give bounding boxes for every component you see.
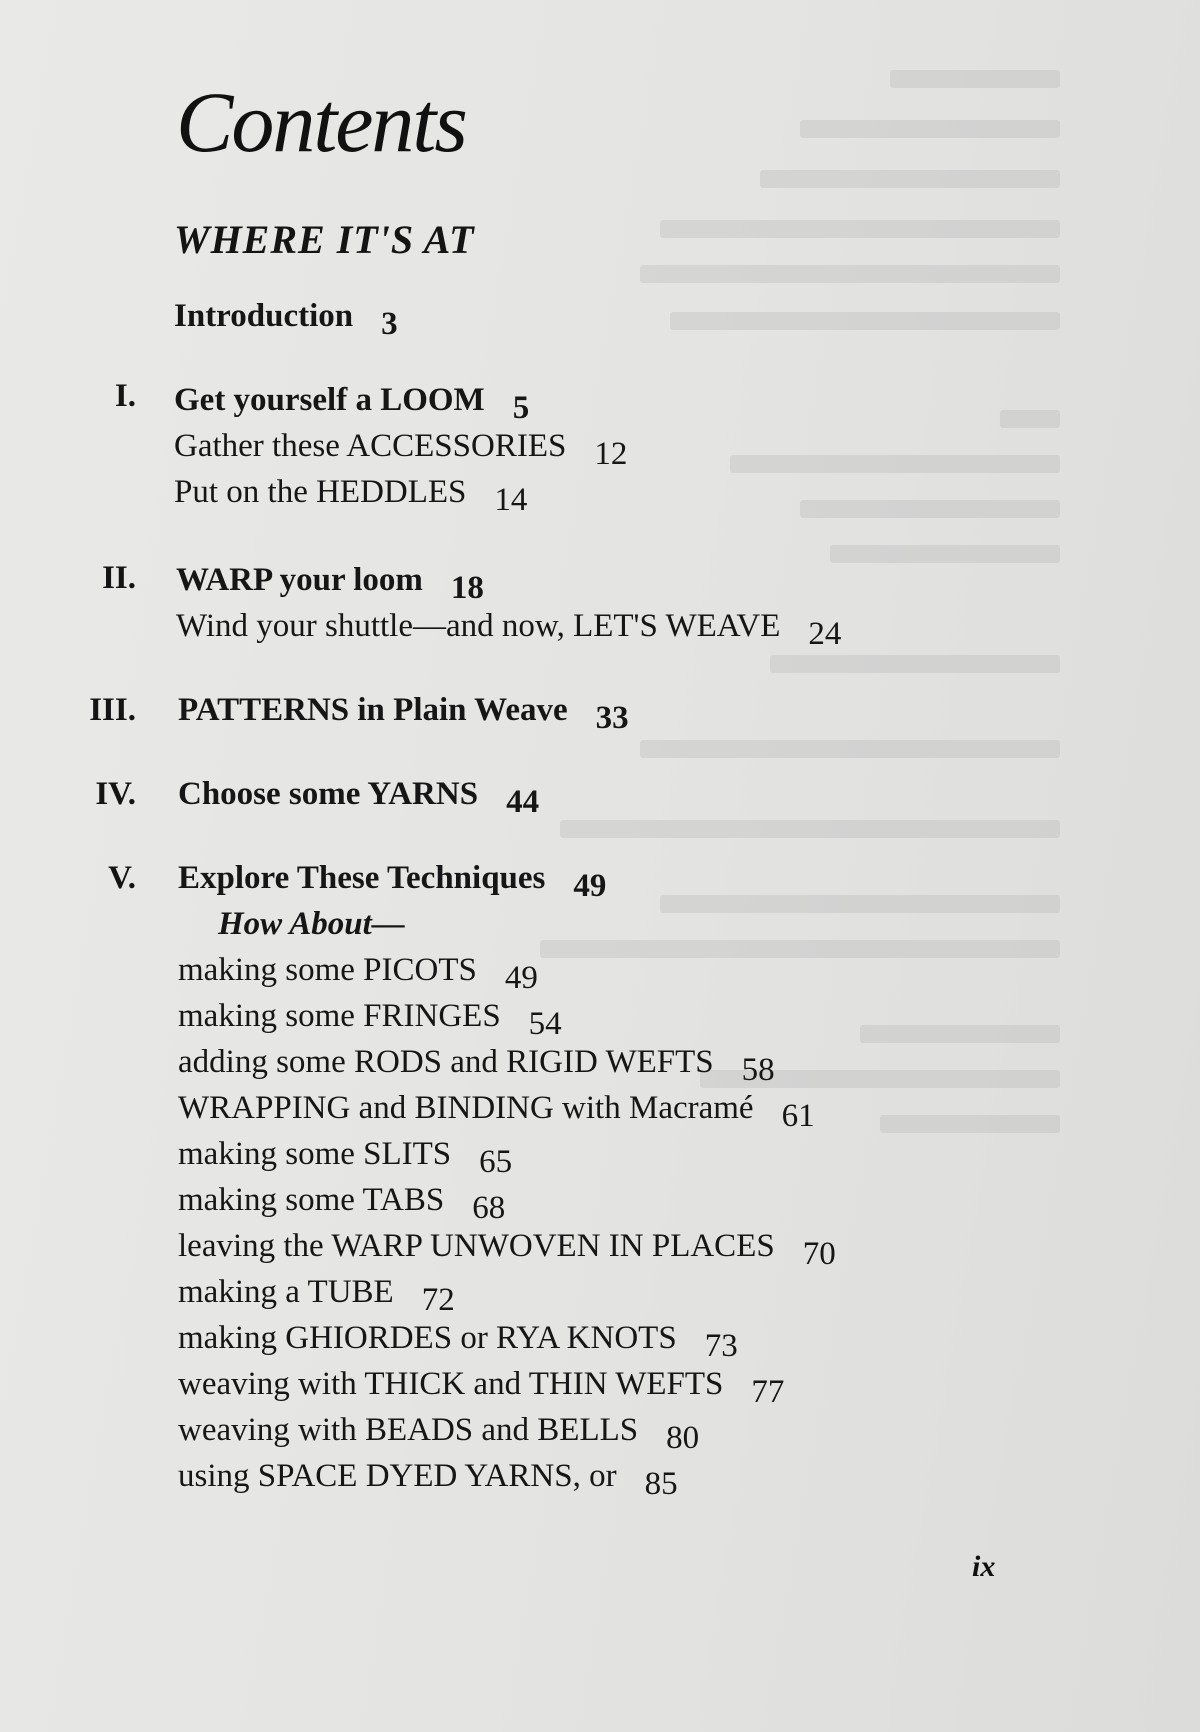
entry-label: leaving the WARP UNWOVEN IN PLACES: [178, 1228, 775, 1264]
entry-label: PATTERNS in Plain Weave: [178, 692, 568, 728]
page-number: 58: [741, 1052, 775, 1088]
page-number: 77: [751, 1374, 785, 1410]
page-number: 61: [781, 1098, 815, 1134]
chapter-numeral: IV.: [95, 776, 136, 812]
entry-label: using SPACE DYED YARNS, or: [178, 1458, 617, 1494]
toc-entry[interactable]: [178, 692, 629, 736]
toc-entry[interactable]: [178, 1182, 506, 1226]
page-number: 85: [644, 1466, 678, 1502]
toc-entry[interactable]: [176, 562, 484, 606]
toc-entry[interactable]: [174, 474, 528, 518]
page-number: 65: [479, 1144, 513, 1180]
toc-entry[interactable]: [178, 860, 607, 904]
toc-entry[interactable]: [178, 1458, 678, 1502]
section-heading: WHERE IT'S AT: [174, 217, 475, 262]
entry-label: making GHIORDES or RYA KNOTS: [178, 1320, 677, 1356]
toc-entry[interactable]: [178, 1136, 513, 1180]
how-about-subheading: How About—: [218, 906, 405, 942]
entry-label: making some TABS: [178, 1182, 445, 1218]
toc-entry[interactable]: [178, 952, 538, 996]
entry-label: weaving with BEADS and BELLS: [178, 1412, 639, 1448]
entry-label: making some SLITS: [178, 1136, 452, 1172]
entry-label: making a TUBE: [178, 1274, 394, 1310]
page-number: 44: [506, 784, 540, 820]
page-number: 80: [666, 1420, 700, 1456]
page-number: 68: [472, 1190, 506, 1226]
entry-label: Introduction: [174, 298, 354, 334]
toc-entry[interactable]: [178, 1044, 775, 1088]
entry-label: Gather these ACCESSORIES: [174, 428, 567, 464]
toc-entry[interactable]: [174, 428, 628, 472]
page-number: 70: [802, 1236, 836, 1272]
page-number: 3: [381, 306, 398, 342]
page-number: 18: [450, 570, 484, 606]
toc-entry[interactable]: [178, 776, 540, 820]
toc-entry[interactable]: [178, 1412, 700, 1456]
toc-entry[interactable]: [178, 1228, 836, 1272]
page-number: 49: [504, 960, 538, 996]
toc-entry[interactable]: [178, 1320, 738, 1364]
entry-label: WRAPPING and BINDING with Macramé: [178, 1090, 754, 1126]
entry-label: Wind your shuttle—and now, LET'S WEAVE: [176, 608, 781, 644]
entry-label: Explore These Techniques: [178, 860, 546, 896]
page-number: 5: [512, 390, 530, 426]
page-number: 49: [573, 868, 607, 904]
chapter-numeral: II.: [102, 560, 136, 596]
chapter-numeral: I.: [114, 378, 136, 414]
chapter-numeral: III.: [89, 692, 136, 728]
toc-entry[interactable]: [178, 1366, 785, 1410]
entry-label: making some FRINGES: [178, 998, 501, 1034]
toc-entry-introduction[interactable]: [174, 298, 398, 342]
entry-label: WARP your loom: [176, 562, 423, 598]
page-number: 73: [704, 1328, 738, 1364]
entry-label: adding some RODS and RIGID WEFTS: [178, 1044, 714, 1080]
entry-label: Get yourself a LOOM: [174, 382, 485, 418]
chapter-numeral: V.: [108, 860, 136, 896]
toc-entry[interactable]: [176, 608, 842, 652]
entry-label: making some PICOTS: [178, 952, 477, 988]
toc-entry[interactable]: [178, 1274, 455, 1318]
page-number: 33: [595, 700, 629, 736]
toc-entry[interactable]: [174, 382, 530, 426]
page-title: Contents: [176, 74, 466, 170]
entry-label: weaving with THICK and THIN WEFTS: [178, 1366, 724, 1402]
page-number: 14: [494, 482, 528, 518]
show-through-texture: [500, 40, 1060, 1160]
toc-entry[interactable]: [178, 998, 562, 1042]
page-number: 54: [528, 1006, 562, 1042]
page-number: 72: [421, 1282, 455, 1318]
entry-label: Put on the HEDDLES: [174, 474, 467, 510]
entry-label: Choose some YARNS: [178, 776, 479, 812]
toc-entry[interactable]: [178, 1090, 815, 1134]
page-folio: ix: [972, 1550, 996, 1583]
page-number: 24: [808, 616, 842, 652]
page-number: 12: [594, 436, 628, 472]
